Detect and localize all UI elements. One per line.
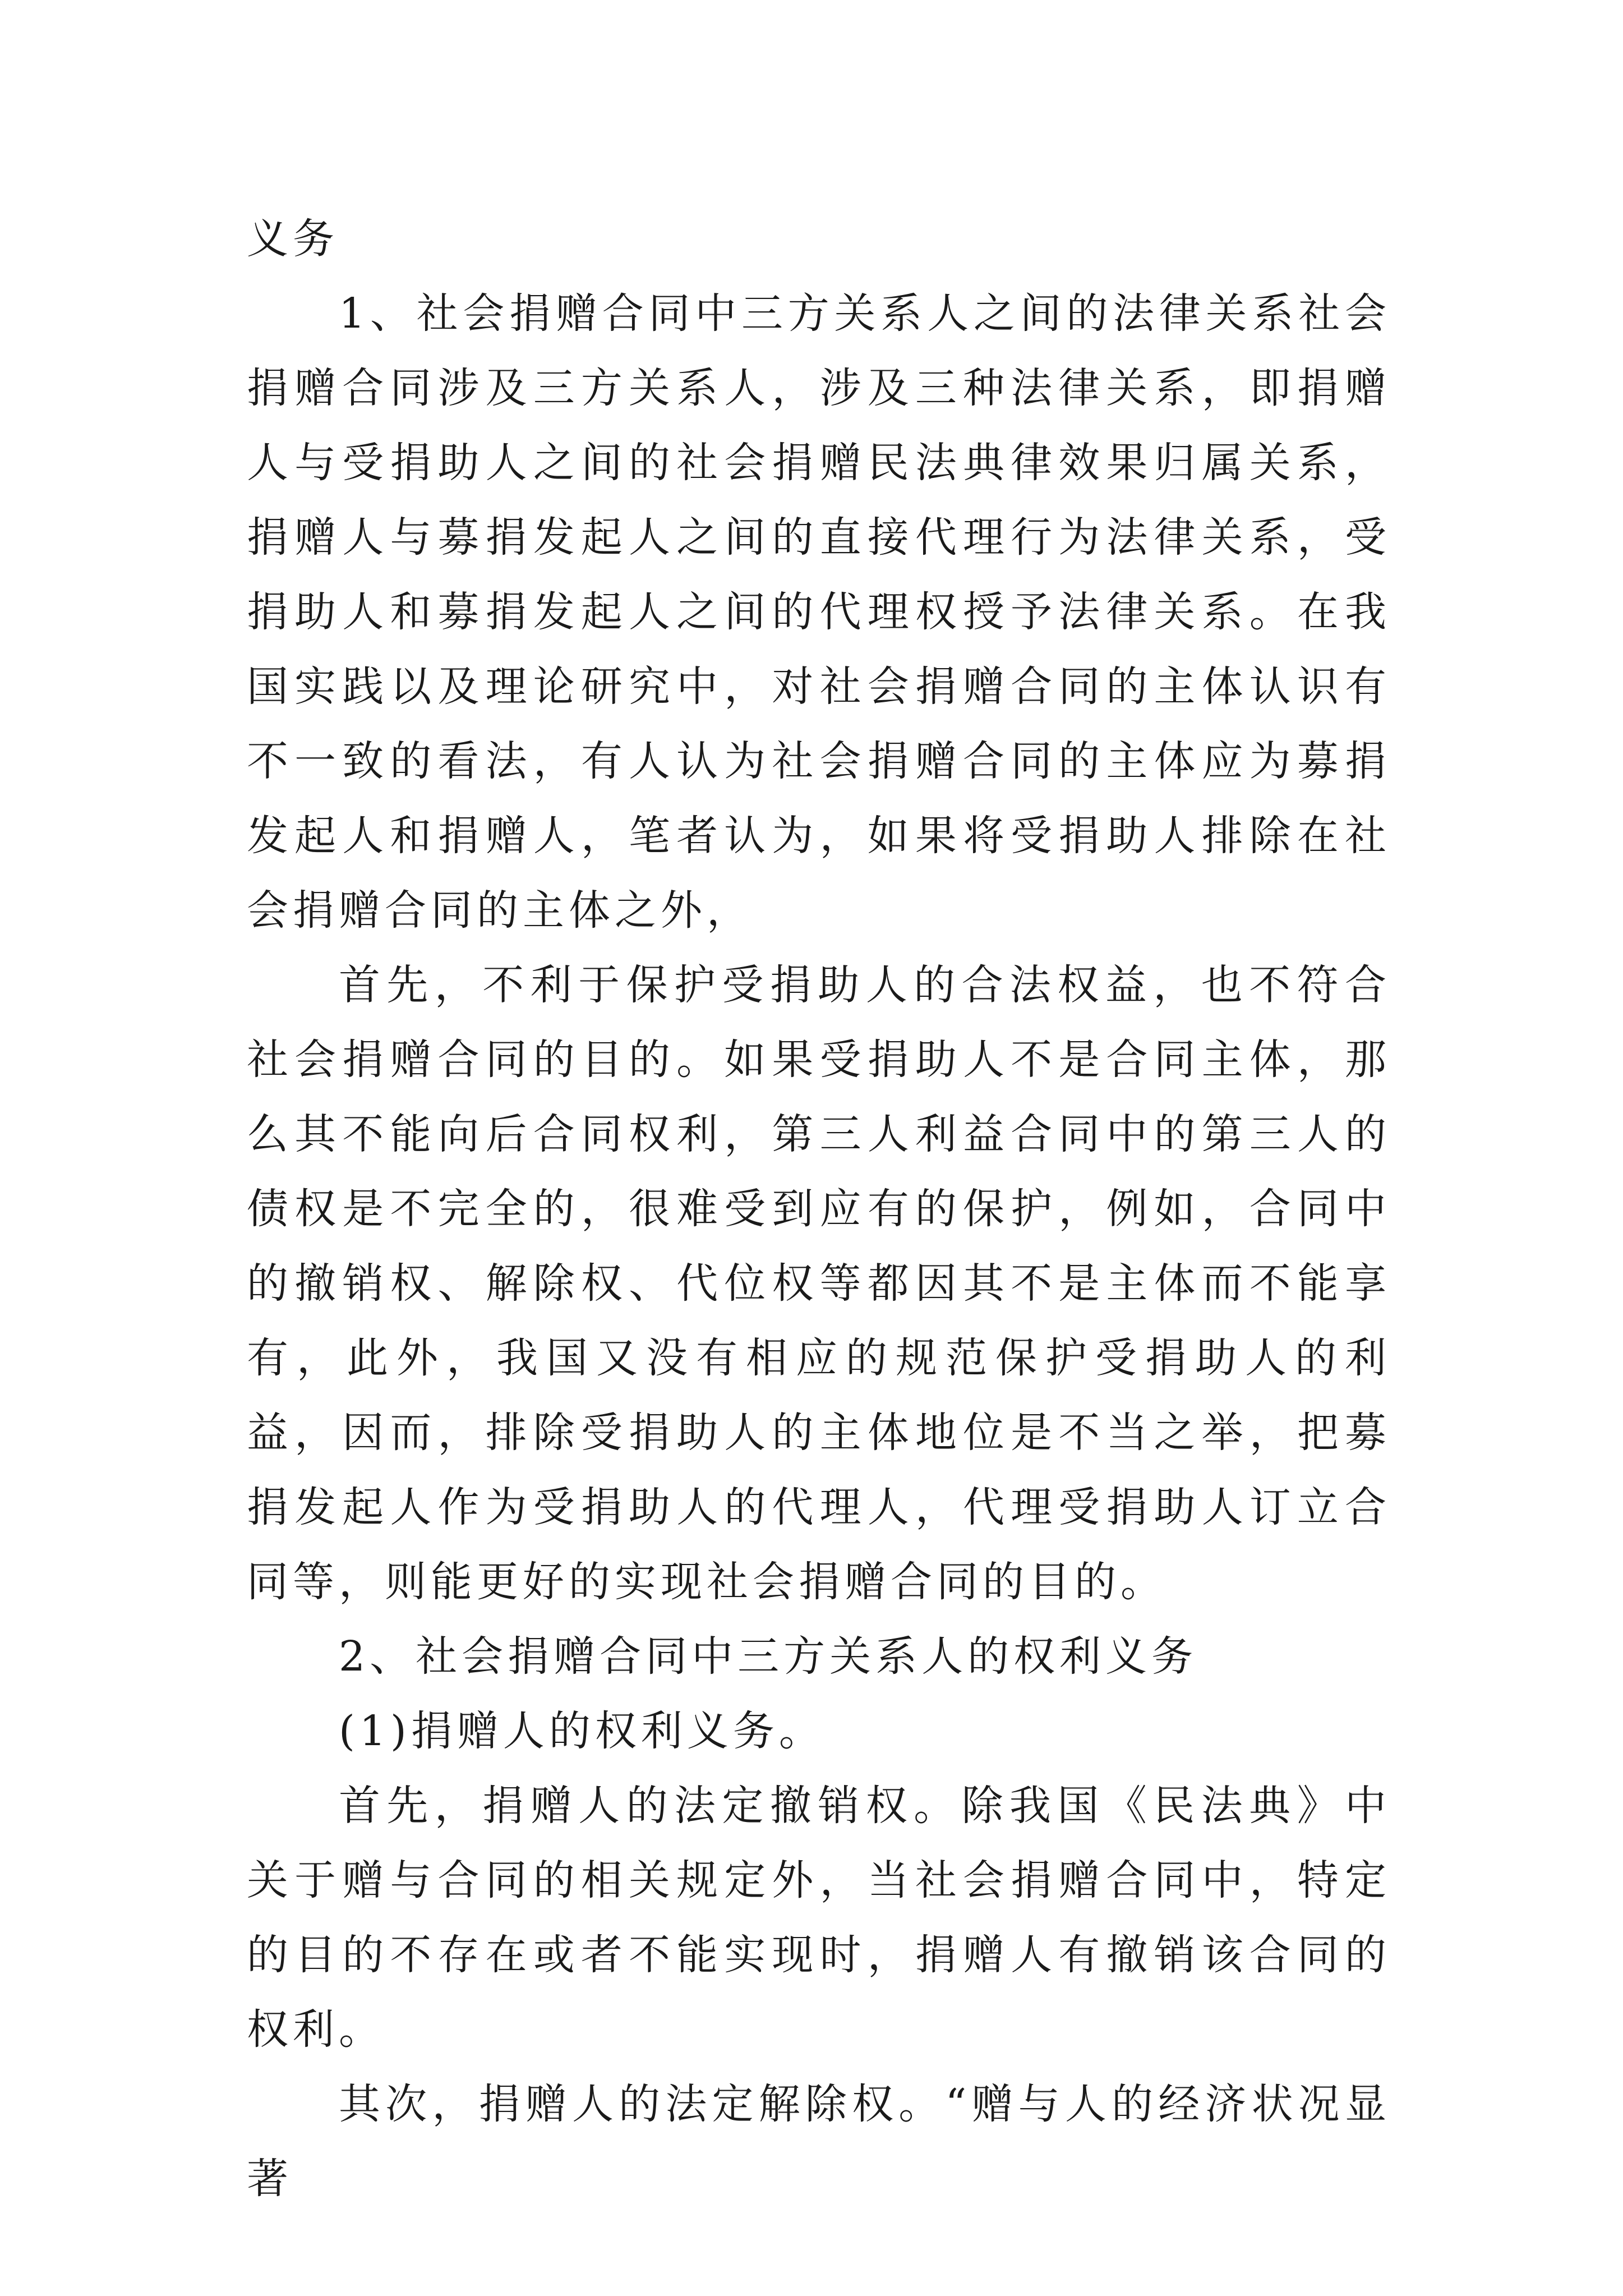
- paragraph-revocation-right: 首先，捐赠人的法定撤销权。除我国《民法典》中关于赠与合同的相关规定外，当社会捐赠合同中，特定的目的不存在或者不能实现时，捐赠人有撤销该合同的权利。: [247, 1782, 1391, 2054]
- body-text: [247, 202, 1391, 2216]
- paragraph-termination-right: 其次，捐赠人的法定解除权。“赠与人的经济状况显著: [247, 2080, 1391, 2203]
- paragraph-continuation: 义务: [247, 215, 339, 263]
- subsection-heading-donor: (1)捐赠人的权利义务。: [339, 1707, 825, 1755]
- paragraph-legal-relations: 1、社会捐赠合同中三方关系人之间的法律关系社会捐赠合同涉及三方关系人，涉及三种法律关系，即捐赠人与受捐助人之间的社会捐赠民法典律效果归属关系，捐赠人与募捐发起人之间的直接代理行为法律关系，受捐助人和募捐发起人之间的代理权授予法律关系。在我国实践以及理论研究中，对社会捐赠合同的主体认识有不一致的看法，有人认为社会捐赠合同的主体应为募捐发起人和捐赠人，笔者认为，如果将受捐助人排除在社会捐赠合同的主体之外，: [247, 289, 1391, 935]
- paragraph-first-point: 首先，不利于保护受捐助人的合法权益，也不符合社会捐赠合同的目的。如果受捐助人不是合同主体，那么其不能向后合同权利，第三人利益合同中的第三人的债权是不完全的，很难受到应有的保护，例如，合同中的撤销权、解除权、代位权等都因其不是主体而不能享有，此外，我国又没有相应的规范保护受捐助人的利益，因而，排除受捐助人的主体地位是不当之举，把募捐发起人作为受捐助人的代理人，代理受捐助人订立合同等，则能更好的实现社会捐赠合同的目的。: [247, 961, 1391, 1606]
- section-heading-rights-obligations: 2、社会捐赠合同中三方关系人的权利义务: [339, 1632, 1198, 1681]
